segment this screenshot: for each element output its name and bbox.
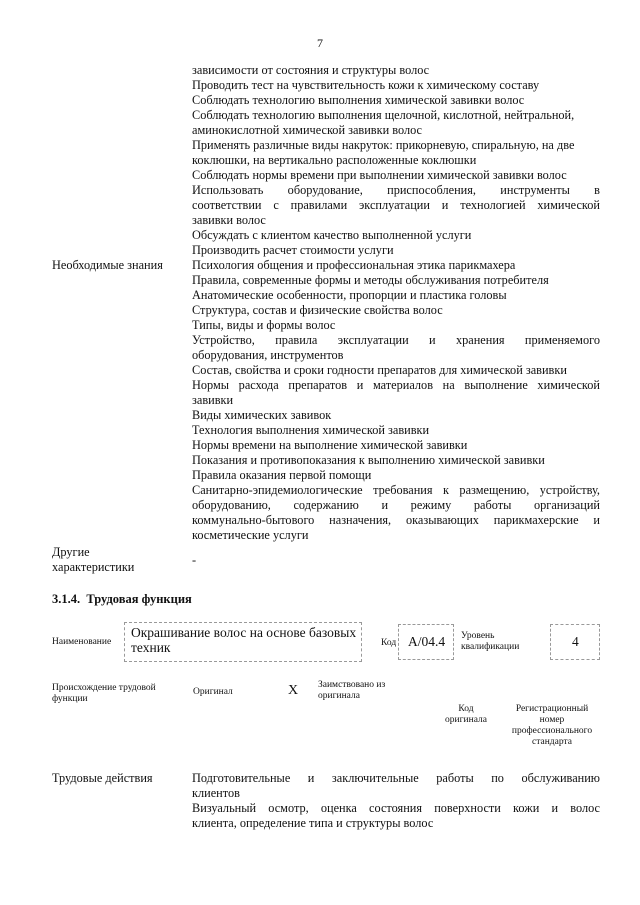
reg-number-label-line: Регистрационный [515, 704, 589, 714]
reg-number-label-line: профессионального [511, 726, 593, 736]
knowledge-line: Санитарно-эпидемиологические требования к размещению, устройству, [192, 483, 600, 497]
other-label-line: Другие [52, 545, 90, 559]
code-label: Код [381, 638, 397, 648]
knowledge-line: Технология выполнения химической завивки [192, 423, 430, 437]
action-line: клиента, определение типа и структуры волос [192, 816, 434, 830]
knowledge-line: косметические услуги [192, 528, 309, 542]
skill-line: соответствии с правилами эксплуатации и технологией химической [192, 198, 600, 212]
skill-line: зависимости от состояния и структуры волос [192, 63, 430, 77]
function-name [131, 625, 356, 655]
reg-number-label [502, 704, 602, 748]
action-line: Визуальный осмотр, оценка состояния поверхности кожи и волос [192, 801, 600, 815]
knowledge-line: завивки [192, 393, 234, 407]
skill-line: аминокислотной химической завивки волос [192, 123, 422, 137]
section-number: 3.1.4. [52, 592, 81, 606]
knowledge-line: Устройство, правила эксплуатации и хранения применяемого [192, 333, 600, 347]
page-number: 7 [317, 36, 323, 50]
section-title: Трудовая функция [86, 592, 192, 606]
skill-line: Соблюдать нормы времени при выполнении химической завивки волос [192, 168, 567, 182]
knowledge-list [192, 258, 600, 543]
other-label [52, 545, 134, 575]
knowledge-line: Нормы расхода препаратов и материалов на выполнение химической [192, 378, 600, 392]
knowledge-line: Нормы времени на выполнение химической завивки [192, 438, 468, 452]
knowledge-line: коммунально-бытового назначения, оказывающих парикмахерские и [192, 513, 600, 527]
knowledge-line: Структура, состав и физические свойства волос [192, 303, 443, 317]
knowledge-line: Типы, виды и формы волос [192, 318, 336, 332]
level-label-line: Уровень [461, 631, 495, 641]
skill-line: Использовать оборудование, приспособления, инструменты в [192, 183, 600, 197]
reg-number-label-line: стандарта [532, 737, 572, 747]
name-label: Наименование [52, 637, 112, 647]
skill-line: завивки волос [192, 213, 266, 227]
origin-label [52, 683, 156, 705]
skill-line: Применять различные виды накруток: прикорневую, спиральную, на две [192, 138, 575, 152]
origin-label-line: Происхождение трудовой [52, 683, 156, 693]
level-value: 4 [572, 634, 579, 649]
other-label-line: характеристики [52, 560, 135, 574]
section-heading [52, 592, 192, 607]
knowledge-line: Психология общения и профессиональная этика парикмахера [192, 258, 516, 272]
original-mark: X [288, 683, 299, 698]
knowledge-line: Состав, свойства и сроки годности препаратов для химической завивки [192, 363, 567, 377]
other-value: - [192, 553, 197, 567]
borrowed-label-line: Заимствовано из [318, 680, 386, 690]
knowledge-label: Необходимые знания [52, 258, 163, 272]
origin-label-line: функции [52, 694, 88, 704]
level-label [461, 631, 519, 653]
original-code-label-line: Код [458, 704, 474, 714]
level-label-line: квалификации [461, 642, 520, 652]
function-name-line: техник [131, 640, 171, 655]
borrowed-label [318, 680, 385, 702]
skill-line: Проводить тест на чувствительность кожи к химическому составу [192, 78, 540, 92]
skill-line: Соблюдать технологию выполнения химической завивки волос [192, 93, 525, 107]
knowledge-line: Виды химических завивок [192, 408, 332, 422]
action-line: клиентов [192, 786, 240, 800]
borrowed-label-line: оригинала [318, 691, 360, 701]
knowledge-line: оборудованию, содержанию и режиму работы организаций [192, 498, 600, 512]
original-label: Оригинал [193, 687, 233, 697]
action-line: Подготовительные и заключительные работы по обслуживанию [192, 771, 600, 785]
actions-label: Трудовые действия [52, 771, 153, 785]
skill-line: Производить расчет стоимости услуги [192, 243, 394, 257]
original-code-label-line: оригинала [445, 715, 487, 725]
code-value: A/04.4 [408, 634, 446, 649]
skill-line: коклюшки, на вертикально расположенные коклюшки [192, 153, 477, 167]
original-code-label [436, 704, 496, 726]
knowledge-line: оборудования, инструментов [192, 348, 344, 362]
skill-line: Обсуждать с клиентом качество выполненной услуги [192, 228, 472, 242]
knowledge-line: Правила, современные формы и методы обслуживания потребителя [192, 273, 549, 287]
actions-list [192, 771, 600, 831]
function-name-line: Окрашивание волос на основе базовых [131, 625, 357, 640]
skills-list [192, 63, 600, 258]
skill-line: Соблюдать технологию выполнения щелочной, кислотной, нейтральной, [192, 108, 575, 122]
knowledge-line: Анатомические особенности, пропорции и пластика головы [192, 288, 507, 302]
knowledge-line: Показания и противопоказания к выполнению химической завивки [192, 453, 545, 467]
knowledge-line: Правила оказания первой помощи [192, 468, 372, 482]
reg-number-label-line: номер [539, 715, 565, 725]
